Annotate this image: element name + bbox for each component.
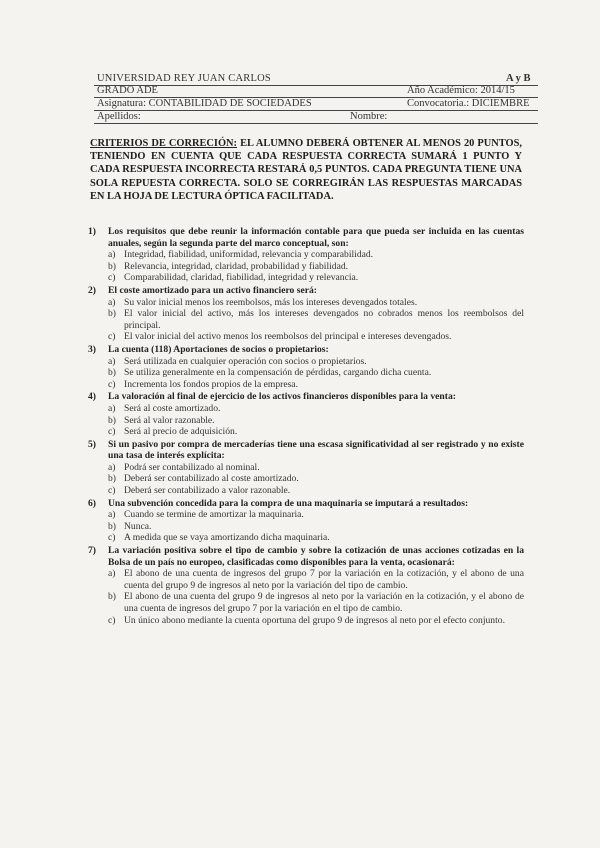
criteria-text: EL ALUMNO DEBERÁ OBTENER AL MENOS 20 PUNTOS, TENIENDO EN CUENTA QUE CADA RESPUESTA CORRECTA SUMARÁ 1 PUNTO Y CADA RESPUESTA INCORRECTA RESTARÁ 0,5 PUNTOS. CADA PREGUNTA TIENE UNA SOLA REPUESTA CORRECTA. SOLO SE CORREGIRÁN LAS RESPUESTAS MARCADAS EN LA HOJA DE LECTURA ÓPTICA FACILITADA.	[90, 138, 522, 202]
header-rule-4	[94, 123, 538, 124]
question-number: 4)	[88, 391, 96, 403]
surname-label: Apellidos:	[97, 111, 141, 122]
question-text: Si un pasivo por compra de mercaderías tiene una escasa significatividad al ser registrado y no existe una tasa de interés explícita:	[108, 438, 524, 462]
question-title	[88, 498, 524, 510]
option-letter: a)	[108, 461, 116, 473]
option-letter: b)	[108, 591, 116, 603]
correction-criteria	[90, 137, 522, 203]
question-text: Una subvención concedida para la compra de una maquinaria se imputará a resultados:	[108, 497, 469, 509]
answer-option	[108, 521, 524, 533]
option-text: Será al coste amortizado.	[124, 402, 221, 414]
question-number: 2)	[88, 284, 96, 296]
option-letter: c)	[108, 614, 116, 626]
question-title	[88, 344, 524, 356]
question-list	[88, 226, 524, 627]
question-2	[88, 285, 524, 343]
option-text: Integridad, fiabilidad, uniformidad, relevancia y comparabilidad.	[124, 249, 374, 261]
question-number: 5)	[88, 438, 96, 450]
answer-option	[108, 485, 524, 497]
question-text: El coste amortizado para un activo financiero será:	[108, 284, 317, 296]
option-letter: a)	[108, 355, 116, 367]
exam-version: A y B	[506, 73, 531, 84]
option-text: Nunca.	[124, 520, 152, 532]
answer-option	[108, 249, 524, 261]
option-text: Será utilizada en cualquier operación con socios o propietarios.	[124, 355, 367, 367]
answer-option	[108, 568, 524, 591]
question-text: La cuenta (118) Aportaciones de socios o propietarios:	[108, 343, 329, 355]
question-title	[88, 285, 524, 297]
option-letter: a)	[108, 568, 116, 580]
question-7	[88, 545, 524, 626]
option-letter: a)	[108, 296, 116, 308]
option-text: Un único abono mediante la cuenta oportuna del grupo 9 de ingresos al neto por el efecto conjunto.	[124, 614, 505, 626]
university-name: UNIVERSIDAD REY JUAN CARLOS	[97, 73, 271, 84]
question-1	[88, 226, 524, 284]
answer-option	[108, 591, 524, 614]
question-text: Los requisitos que debe reunir la información contable para que pueda ser incluida en las cuentas anuales, según la segunda parte del marco conceptual, son:	[108, 226, 524, 249]
option-letter: b)	[108, 520, 116, 532]
option-letter: c)	[108, 272, 116, 284]
option-letter: b)	[108, 473, 116, 485]
option-letter: c)	[108, 485, 116, 497]
question-text: La valoración al final de ejercicio de los activos financieros disponibles para la venta:	[108, 391, 456, 403]
option-letter: c)	[108, 331, 116, 343]
option-letter: c)	[108, 532, 116, 544]
option-text: Su valor inicial menos los reembolsos, más los intereses devengados totales.	[124, 296, 418, 308]
question-number: 1)	[88, 226, 96, 237]
option-text: Deberá ser contabilizado al coste amortizado.	[124, 473, 299, 485]
question-3	[88, 344, 524, 390]
option-letter: a)	[108, 509, 116, 521]
question-number: 7)	[88, 545, 96, 557]
option-text: Será al precio de adquisición.	[124, 426, 238, 438]
answer-option	[108, 415, 524, 427]
option-text: Será al valor razonable.	[124, 414, 215, 426]
option-letter: b)	[108, 260, 116, 272]
option-letter: b)	[108, 414, 116, 426]
degree-name: GRADO ADE	[97, 85, 158, 96]
option-text: Podrá ser contabilizado al nominal.	[124, 461, 260, 473]
option-letter: b)	[108, 308, 116, 320]
answer-option	[108, 261, 524, 273]
question-title	[88, 391, 524, 403]
answer-option	[108, 272, 524, 284]
header-rule-3	[94, 110, 538, 111]
academic-year: Año Académico: 2014/15	[407, 85, 515, 96]
option-text: A medida que se vaya amortizando dicha maquinaria.	[124, 532, 330, 544]
question-number: 3)	[88, 343, 96, 355]
option-text: Deberá ser contabilizado a valor razonable.	[124, 485, 291, 497]
question-text: La variación positiva sobre el tipo de cambio y sobre la cotización de unas acciones cotizadas en la Bolsa de un país no europeo, clasificadas como disponibles para la venta, ocasionará:	[108, 545, 524, 568]
criteria-lead: CRITERIOS DE CORRECIÓN:	[90, 138, 237, 149]
option-text: El valor inicial del activo, más los intereses devengados no cobrados menos los reembolsos del principal.	[124, 308, 524, 331]
option-letter: a)	[108, 402, 116, 414]
question-6	[88, 498, 524, 544]
option-letter: c)	[108, 378, 116, 390]
answer-option	[108, 403, 524, 415]
answer-option	[108, 426, 524, 438]
option-text: Incrementa los fondos propios de la empresa.	[124, 378, 298, 390]
question-number: 6)	[88, 497, 96, 509]
option-letter: b)	[108, 367, 116, 379]
answer-option	[108, 532, 524, 544]
option-text: El abono de una cuenta de ingresos del grupo 7 por la variación en la cotización, y el abono de una cuenta del grupo 9 de ingresos al neto por la variación del tipo de cambio.	[124, 568, 524, 591]
option-text: Cuando se termine de amortizar la maquinaria.	[124, 509, 304, 521]
answer-option	[108, 356, 524, 368]
answer-option	[108, 331, 524, 343]
question-5	[88, 439, 524, 497]
answer-option	[108, 462, 524, 474]
answer-option	[108, 297, 524, 309]
answer-option	[108, 379, 524, 391]
option-text: El abono de una cuenta del grupo 9 de ingresos al neto por la variación en la cotización, y el abono de una cuenta de ingresos del grupo 7 por la variación en el tipo de cambio.	[124, 591, 524, 614]
name-label: Nombre:	[350, 111, 388, 122]
option-text: El valor inicial del activo menos los reembolsos del principal e intereses devengados.	[124, 331, 452, 343]
question-title	[88, 439, 524, 462]
option-letter: a)	[108, 249, 116, 261]
option-text: Comparabilidad, claridad, fiabilidad, integridad y relevancia.	[124, 272, 359, 284]
question-title	[88, 545, 524, 568]
exam-call: Convocatoria.: DICIEMBRE	[407, 98, 530, 109]
question-4	[88, 391, 524, 437]
answer-option	[108, 615, 524, 627]
option-letter: c)	[108, 426, 116, 438]
answer-option	[108, 509, 524, 521]
answer-option	[108, 473, 524, 485]
option-text: Se utiliza generalmente en la compensación de pérdidas, cargando dicha cuenta.	[124, 367, 432, 379]
question-title	[88, 226, 524, 249]
answer-option	[108, 367, 524, 379]
option-text: Relevancia, integridad, claridad, probabilidad y fiabilidad.	[124, 260, 349, 272]
subject-name: Asignatura: CONTABILIDAD DE SOCIEDADES	[97, 98, 312, 109]
answer-option	[108, 308, 524, 331]
